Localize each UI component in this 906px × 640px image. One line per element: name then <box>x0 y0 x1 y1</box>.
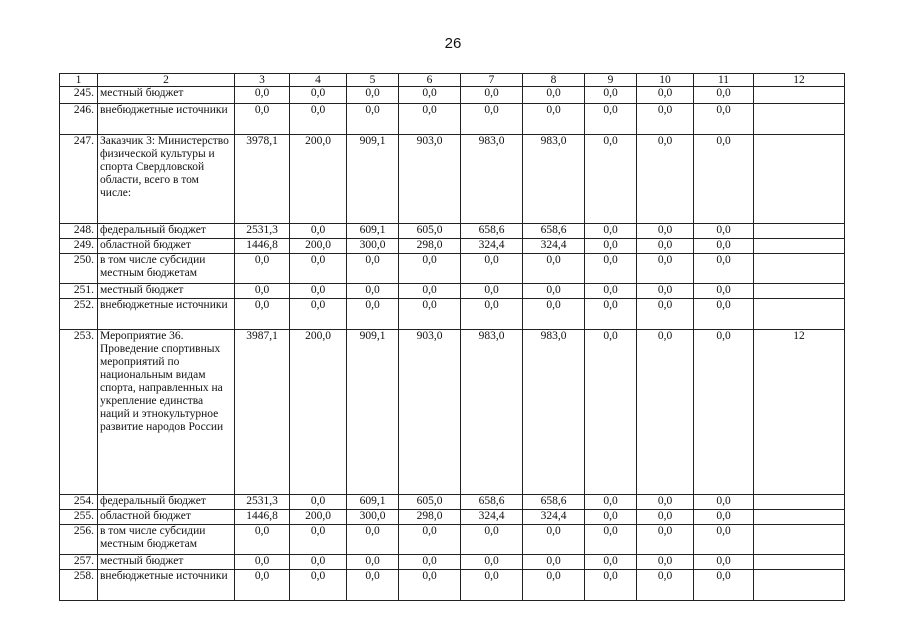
value-cell: 0,0 <box>523 104 585 135</box>
value-cell: 0,0 <box>523 284 585 299</box>
value-cell: 0,0 <box>523 555 585 570</box>
column-header: 1 <box>60 74 98 87</box>
row-number: 249. <box>60 239 98 254</box>
value-cell: 2531,3 <box>235 495 290 510</box>
value-cell: 0,0 <box>637 510 694 525</box>
value-cell: 0,0 <box>523 570 585 601</box>
value-cell: 983,0 <box>523 330 585 495</box>
column-header: 9 <box>585 74 637 87</box>
value-cell: 298,0 <box>399 510 461 525</box>
value-cell: 0,0 <box>637 570 694 601</box>
value-cell: 0,0 <box>585 135 637 224</box>
value-cell: 3987,1 <box>235 330 290 495</box>
value-cell: 0,0 <box>585 284 637 299</box>
value-cell: 0,0 <box>290 495 347 510</box>
value-cell: 658,6 <box>461 224 523 239</box>
column-12-cell <box>754 495 845 510</box>
table-row <box>60 104 845 135</box>
value-cell: 1446,8 <box>235 239 290 254</box>
row-name: внебюджетные источники <box>98 570 235 601</box>
value-cell: 0,0 <box>585 239 637 254</box>
value-cell: 0,0 <box>694 495 754 510</box>
row-name: внебюджетные источники <box>98 104 235 135</box>
value-cell: 0,0 <box>399 284 461 299</box>
table-row <box>60 87 845 104</box>
value-cell: 0,0 <box>694 239 754 254</box>
value-cell: 0,0 <box>637 299 694 330</box>
row-name: внебюджетные источники <box>98 299 235 330</box>
value-cell: 0,0 <box>399 299 461 330</box>
value-cell: 0,0 <box>694 87 754 104</box>
value-cell: 909,1 <box>347 330 399 495</box>
value-cell: 0,0 <box>235 299 290 330</box>
row-number: 253. <box>60 330 98 495</box>
table-row <box>60 239 845 254</box>
value-cell: 0,0 <box>585 299 637 330</box>
column-12-cell <box>754 224 845 239</box>
row-name: областной бюджет <box>98 239 235 254</box>
table-row <box>60 299 845 330</box>
value-cell: 0,0 <box>637 284 694 299</box>
row-number: 252. <box>60 299 98 330</box>
value-cell: 3978,1 <box>235 135 290 224</box>
value-cell: 0,0 <box>235 284 290 299</box>
table-row <box>60 135 845 224</box>
value-cell: 200,0 <box>290 135 347 224</box>
value-cell: 0,0 <box>235 555 290 570</box>
value-cell: 0,0 <box>523 299 585 330</box>
value-cell: 983,0 <box>523 135 585 224</box>
value-cell: 0,0 <box>235 525 290 555</box>
value-cell: 0,0 <box>347 570 399 601</box>
column-header: 10 <box>637 74 694 87</box>
table-header-row <box>60 74 845 87</box>
value-cell: 0,0 <box>523 87 585 104</box>
column-header: 7 <box>461 74 523 87</box>
value-cell: 324,4 <box>461 239 523 254</box>
value-cell: 903,0 <box>399 135 461 224</box>
budget-table <box>59 73 845 601</box>
value-cell: 0,0 <box>694 254 754 284</box>
value-cell: 0,0 <box>694 555 754 570</box>
value-cell: 0,0 <box>585 224 637 239</box>
column-12-cell: 12 <box>754 330 845 495</box>
value-cell: 0,0 <box>399 104 461 135</box>
table-row <box>60 510 845 525</box>
column-12-cell <box>754 510 845 525</box>
value-cell: 300,0 <box>347 510 399 525</box>
value-cell: 0,0 <box>290 570 347 601</box>
row-number: 256. <box>60 525 98 555</box>
row-name: в том числе субсидии местным бюджетам <box>98 525 235 555</box>
column-header: 4 <box>290 74 347 87</box>
value-cell: 0,0 <box>585 254 637 284</box>
row-name: федеральный бюджет <box>98 224 235 239</box>
value-cell: 0,0 <box>347 525 399 555</box>
value-cell: 0,0 <box>694 284 754 299</box>
column-header: 12 <box>754 74 845 87</box>
row-name: местный бюджет <box>98 555 235 570</box>
value-cell: 0,0 <box>461 87 523 104</box>
value-cell: 0,0 <box>637 495 694 510</box>
value-cell: 0,0 <box>637 525 694 555</box>
value-cell: 0,0 <box>637 239 694 254</box>
value-cell: 0,0 <box>290 87 347 104</box>
row-name: федеральный бюджет <box>98 495 235 510</box>
table-row <box>60 570 845 601</box>
table-row <box>60 525 845 555</box>
value-cell: 0,0 <box>585 495 637 510</box>
value-cell: 0,0 <box>461 284 523 299</box>
value-cell: 605,0 <box>399 495 461 510</box>
table-row <box>60 330 845 495</box>
value-cell: 0,0 <box>694 570 754 601</box>
value-cell: 0,0 <box>461 254 523 284</box>
value-cell: 0,0 <box>290 104 347 135</box>
column-12-cell <box>754 239 845 254</box>
value-cell: 0,0 <box>585 87 637 104</box>
value-cell: 0,0 <box>347 254 399 284</box>
value-cell: 0,0 <box>290 224 347 239</box>
table-row <box>60 224 845 239</box>
value-cell: 0,0 <box>585 570 637 601</box>
row-number: 245. <box>60 87 98 104</box>
value-cell: 0,0 <box>290 555 347 570</box>
value-cell: 0,0 <box>399 87 461 104</box>
row-name: областной бюджет <box>98 510 235 525</box>
table-row <box>60 555 845 570</box>
value-cell: 0,0 <box>694 104 754 135</box>
value-cell: 605,0 <box>399 224 461 239</box>
value-cell: 609,1 <box>347 495 399 510</box>
value-cell: 0,0 <box>347 284 399 299</box>
value-cell: 0,0 <box>347 104 399 135</box>
row-number: 250. <box>60 254 98 284</box>
column-header: 3 <box>235 74 290 87</box>
column-12-cell <box>754 254 845 284</box>
value-cell: 609,1 <box>347 224 399 239</box>
value-cell: 0,0 <box>585 104 637 135</box>
row-number: 247. <box>60 135 98 224</box>
row-number: 251. <box>60 284 98 299</box>
value-cell: 324,4 <box>523 510 585 525</box>
row-name: Заказчик 3: Министерство физической культуры и спорта Свердловской области, всего в том числе: <box>98 135 235 224</box>
row-number: 248. <box>60 224 98 239</box>
row-number: 255. <box>60 510 98 525</box>
value-cell: 324,4 <box>461 510 523 525</box>
value-cell: 300,0 <box>347 239 399 254</box>
value-cell: 200,0 <box>290 330 347 495</box>
value-cell: 0,0 <box>523 254 585 284</box>
value-cell: 0,0 <box>694 135 754 224</box>
value-cell: 0,0 <box>637 330 694 495</box>
value-cell: 0,0 <box>399 570 461 601</box>
value-cell: 0,0 <box>694 510 754 525</box>
value-cell: 0,0 <box>694 224 754 239</box>
column-12-cell <box>754 87 845 104</box>
value-cell: 0,0 <box>585 525 637 555</box>
value-cell: 0,0 <box>347 87 399 104</box>
value-cell: 0,0 <box>585 510 637 525</box>
value-cell: 0,0 <box>585 555 637 570</box>
value-cell: 0,0 <box>235 570 290 601</box>
column-12-cell <box>754 525 845 555</box>
row-number: 246. <box>60 104 98 135</box>
value-cell: 0,0 <box>235 87 290 104</box>
value-cell: 983,0 <box>461 135 523 224</box>
table-row <box>60 495 845 510</box>
value-cell: 0,0 <box>637 87 694 104</box>
value-cell: 0,0 <box>694 299 754 330</box>
column-12-cell <box>754 299 845 330</box>
value-cell: 909,1 <box>347 135 399 224</box>
value-cell: 0,0 <box>461 299 523 330</box>
value-cell: 0,0 <box>399 525 461 555</box>
value-cell: 0,0 <box>637 254 694 284</box>
column-12-cell <box>754 570 845 601</box>
column-12-cell <box>754 135 845 224</box>
column-12-cell <box>754 284 845 299</box>
column-12-cell <box>754 104 845 135</box>
row-name: Мероприятие 36. Проведение спортивных мероприятий по национальным видам спорта, направленных на укрепление единства наций и этнокультурное развитие народов России <box>98 330 235 495</box>
value-cell: 658,6 <box>461 495 523 510</box>
row-number: 254. <box>60 495 98 510</box>
row-name: в том числе субсидии местным бюджетам <box>98 254 235 284</box>
value-cell: 200,0 <box>290 510 347 525</box>
column-12-cell <box>754 555 845 570</box>
value-cell: 0,0 <box>637 224 694 239</box>
column-header: 8 <box>523 74 585 87</box>
value-cell: 0,0 <box>637 135 694 224</box>
value-cell: 0,0 <box>637 104 694 135</box>
page-number: 26 <box>444 35 462 52</box>
column-header: 5 <box>347 74 399 87</box>
row-number: 257. <box>60 555 98 570</box>
value-cell: 0,0 <box>461 104 523 135</box>
value-cell: 0,0 <box>694 525 754 555</box>
value-cell: 0,0 <box>290 254 347 284</box>
value-cell: 903,0 <box>399 330 461 495</box>
row-name: местный бюджет <box>98 284 235 299</box>
value-cell: 0,0 <box>461 555 523 570</box>
value-cell: 0,0 <box>523 525 585 555</box>
table-row <box>60 254 845 284</box>
value-cell: 298,0 <box>399 239 461 254</box>
value-cell: 0,0 <box>637 555 694 570</box>
table-row <box>60 284 845 299</box>
value-cell: 983,0 <box>461 330 523 495</box>
value-cell: 0,0 <box>399 254 461 284</box>
value-cell: 0,0 <box>461 525 523 555</box>
value-cell: 0,0 <box>585 330 637 495</box>
value-cell: 200,0 <box>290 239 347 254</box>
value-cell: 0,0 <box>235 254 290 284</box>
value-cell: 658,6 <box>523 495 585 510</box>
value-cell: 0,0 <box>347 555 399 570</box>
value-cell: 0,0 <box>399 555 461 570</box>
value-cell: 0,0 <box>290 284 347 299</box>
value-cell: 0,0 <box>290 299 347 330</box>
value-cell: 658,6 <box>523 224 585 239</box>
value-cell: 0,0 <box>347 299 399 330</box>
value-cell: 0,0 <box>290 525 347 555</box>
column-header: 11 <box>694 74 754 87</box>
value-cell: 2531,3 <box>235 224 290 239</box>
value-cell: 0,0 <box>235 104 290 135</box>
row-number: 258. <box>60 570 98 601</box>
column-header: 2 <box>98 74 235 87</box>
value-cell: 324,4 <box>523 239 585 254</box>
row-name: местный бюджет <box>98 87 235 104</box>
value-cell: 0,0 <box>461 570 523 601</box>
column-header: 6 <box>399 74 461 87</box>
value-cell: 0,0 <box>694 330 754 495</box>
value-cell: 1446,8 <box>235 510 290 525</box>
